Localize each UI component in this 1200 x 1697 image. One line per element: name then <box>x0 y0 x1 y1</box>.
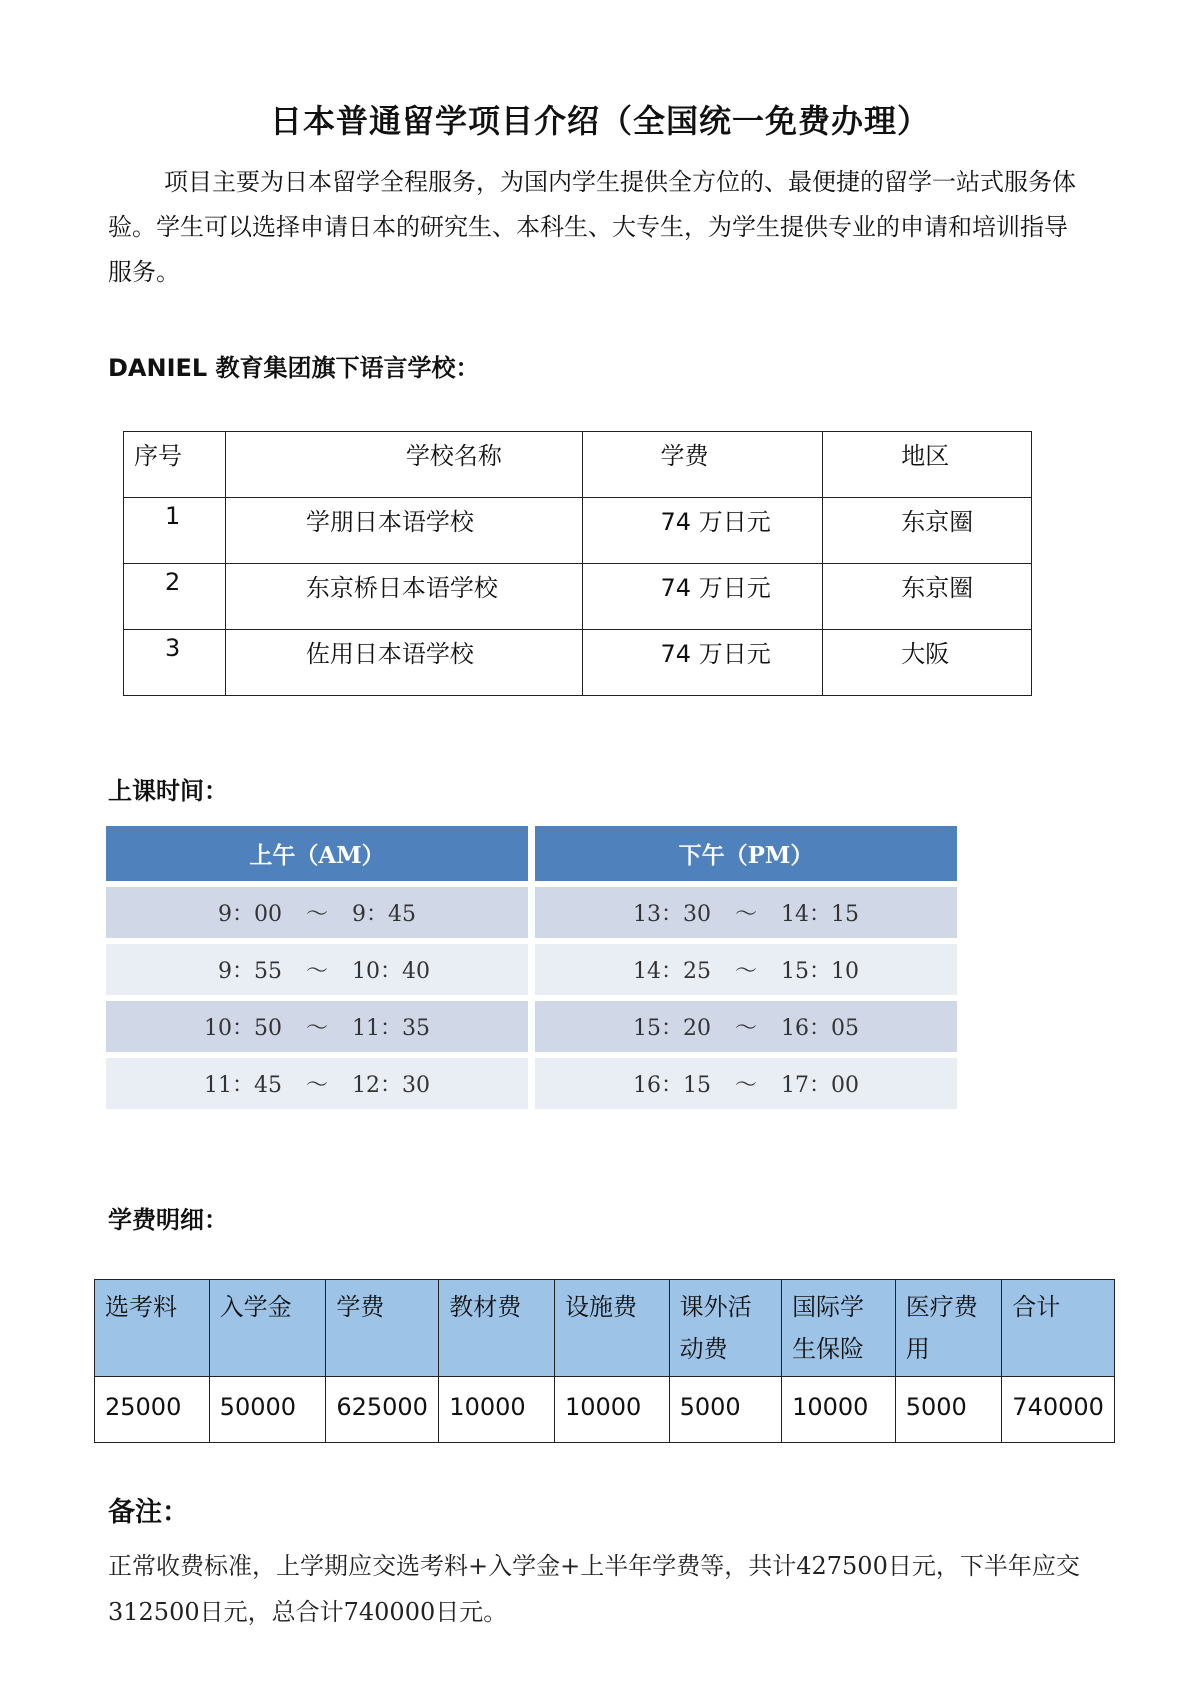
header-cell <box>124 432 226 498</box>
header-cell <box>225 432 582 498</box>
school-region: 大阪 <box>823 630 1032 696</box>
fee-value: 625000 <box>326 1377 439 1443</box>
am-slot <box>106 944 528 995</box>
pm-slot <box>535 1001 957 1052</box>
slot-end: 9：45 <box>352 902 416 927</box>
fee-value: 50000 <box>209 1377 326 1443</box>
fee-header: 课外活动费 <box>669 1280 781 1377</box>
am-slot <box>106 1001 528 1052</box>
am-slot <box>106 1058 528 1109</box>
schedule-header-row <box>106 826 958 881</box>
slot-start: 14：25 <box>633 959 711 984</box>
slot-end: 14：15 <box>781 902 859 927</box>
schools-table <box>123 431 1032 696</box>
fee-header: 入学金 <box>209 1280 326 1377</box>
slot-separator: ～ <box>305 959 328 984</box>
fees-value-row <box>95 1377 1115 1443</box>
slot-end: 17：00 <box>781 1073 859 1098</box>
slot-separator: ～ <box>734 1073 757 1098</box>
school-number: 2 <box>124 564 226 630</box>
school-number: 1 <box>124 498 226 564</box>
school-name: 佐用日本语学校 <box>225 630 582 696</box>
slot-start: 10：50 <box>204 1016 282 1041</box>
header-region: 地区 <box>901 442 950 470</box>
schools-heading: DANIEL 教育集团旗下语言学校： <box>108 354 480 382</box>
slot-start: 16：15 <box>633 1073 711 1098</box>
fee-header: 合计 <box>1002 1280 1115 1377</box>
fee-value: 740000 <box>1002 1377 1115 1443</box>
slot-end: 12：30 <box>352 1073 430 1098</box>
schedule-row <box>106 887 958 938</box>
header-cell <box>582 432 823 498</box>
fees-header-row <box>95 1280 1115 1377</box>
fees-heading: 学费明细： <box>108 1206 228 1234</box>
slot-start: 15：20 <box>633 1016 711 1041</box>
fee-header: 医疗费用 <box>895 1280 1002 1377</box>
slot-end: 11：35 <box>352 1016 430 1041</box>
slot-start: 9：00 <box>218 902 282 927</box>
schedule-row <box>106 1058 958 1109</box>
slot-separator: ～ <box>305 1016 328 1041</box>
school-name: 东京桥日本语学校 <box>225 564 582 630</box>
slot-start: 11：45 <box>204 1073 282 1098</box>
fee-header: 学费 <box>326 1280 439 1377</box>
school-number: 3 <box>124 630 226 696</box>
fee-header: 国际学生保险 <box>782 1280 896 1377</box>
fee-header: 选考料 <box>95 1280 210 1377</box>
fee-value: 10000 <box>554 1377 669 1443</box>
slot-separator: ～ <box>734 902 757 927</box>
table-row <box>124 498 1032 564</box>
fee-value: 25000 <box>95 1377 210 1443</box>
schedule-row <box>106 1001 958 1052</box>
fee-header: 设施费 <box>554 1280 669 1377</box>
slot-end: 10：40 <box>352 959 430 984</box>
fee-value: 5000 <box>895 1377 1002 1443</box>
page-title: 日本普通留学项目介绍（全国统一免费办理） <box>269 102 930 140</box>
table-row <box>124 564 1032 630</box>
header-school: 学校名称 <box>405 442 502 470</box>
school-fee: 74 万日元 <box>582 498 823 564</box>
slot-separator: ～ <box>305 1073 328 1098</box>
fee-header: 教材费 <box>439 1280 555 1377</box>
am-header: 上午（AM） <box>106 826 528 881</box>
slot-end: 16：05 <box>781 1016 859 1041</box>
pm-header: 下午（PM） <box>535 826 957 881</box>
fee-value: 10000 <box>782 1377 896 1443</box>
schools-header-row <box>124 432 1032 498</box>
fee-value: 10000 <box>439 1377 555 1443</box>
header-fee: 学费 <box>660 442 709 470</box>
slot-start: 9：55 <box>218 959 282 984</box>
notes-text: 正常收费标准，上学期应交选考料+入学金+上半年学费等，共计427500日元，下半年应交312500日元，总合计740000日元。 <box>108 1552 1080 1626</box>
fees-table <box>94 1279 1115 1443</box>
am-slot <box>106 887 528 938</box>
header-no: 序号 <box>134 442 182 470</box>
pm-slot <box>535 944 957 995</box>
schedule-heading: 上课时间： <box>108 777 228 805</box>
slot-separator: ～ <box>734 1016 757 1041</box>
school-name: 学朋日本语学校 <box>225 498 582 564</box>
pm-slot <box>535 887 957 938</box>
notes-heading: 备注： <box>108 1497 189 1528</box>
slot-separator: ～ <box>305 902 328 927</box>
class-schedule <box>106 826 958 1115</box>
slot-start: 13：30 <box>633 902 711 927</box>
slot-end: 15：10 <box>781 959 859 984</box>
intro-paragraph <box>108 160 1088 295</box>
schedule-row <box>106 944 958 995</box>
school-region: 东京圈 <box>823 498 1032 564</box>
header-cell <box>823 432 1032 498</box>
school-fee: 74 万日元 <box>582 564 823 630</box>
school-region: 东京圈 <box>823 564 1032 630</box>
school-fee: 74 万日元 <box>582 630 823 696</box>
intro-text: 项目主要为日本留学全程服务，为国内学生提供全方位的、最便捷的留学一站式服务体验。学生可以选择申请日本的研究生、本科生、大专生，为学生提供专业的申请和培训指导服务。 <box>108 168 1076 286</box>
slot-separator: ～ <box>734 959 757 984</box>
table-row <box>124 630 1032 696</box>
fee-value: 5000 <box>669 1377 781 1443</box>
pm-slot <box>535 1058 957 1109</box>
